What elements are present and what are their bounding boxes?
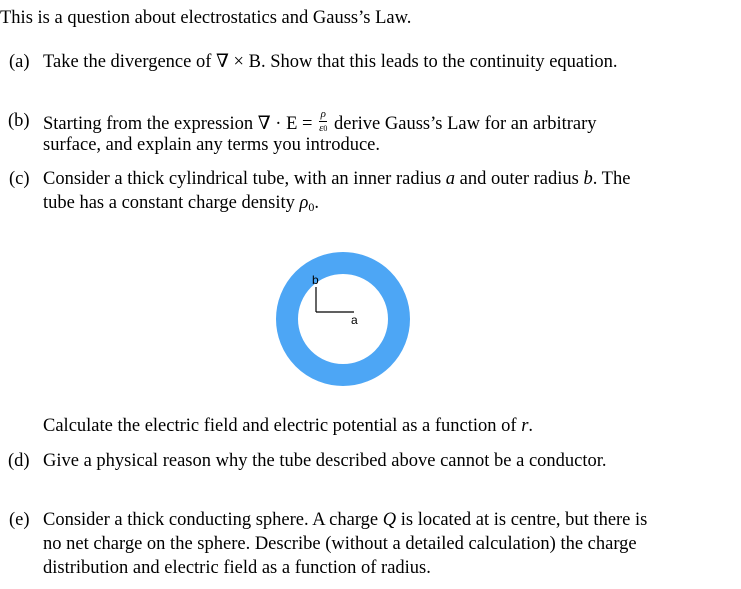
part-c-label: (c) (9, 169, 30, 189)
var-b: b (583, 169, 593, 189)
part-d-text: Give a physical reason why the tube described above cannot be a conductor. (43, 451, 607, 471)
part-e-line-3: distribution and electric field as a function of radius. (43, 558, 431, 578)
part-b-text-before-fraction: Starting from the expression ∇ · E = (43, 113, 313, 134)
cylindrical-tube-figure (276, 252, 410, 386)
part-e-label: (e) (9, 510, 30, 530)
fraction-numerator: ρ (320, 108, 326, 120)
part-c-line-1: Consider a thick cylindrical tube, with an inner radius a and outer radius b. The (43, 169, 631, 189)
part-b-label: (b) (8, 111, 30, 131)
part-e-line-2: no net charge on the sphere. Describe (without a detailed calculation) the charge (43, 534, 637, 554)
part-b-text-after-fraction: derive Gauss’s Law for an arbitrary (334, 113, 597, 134)
outer-radius-label: b (312, 273, 319, 287)
var-r: r (521, 416, 529, 436)
part-b-line-1 (43, 108, 597, 137)
tube-ring (287, 263, 399, 375)
question-intro: This is a question about electrostatics and Gauss’s Law. (0, 8, 412, 28)
rho-zero: $\rho_0$ (299, 193, 315, 214)
part-e-line-1: Consider a thick conducting sphere. A charge Q is located at is centre, but there is (43, 510, 648, 530)
var-q: Q (382, 510, 397, 530)
part-d-label: (d) (8, 451, 30, 471)
part-c-followup: Calculate the electric field and electric potential as a function of r. (43, 416, 534, 436)
part-a-label: (a) (9, 52, 30, 72)
rho-over-epsilon-fraction (319, 109, 327, 134)
inner-radius-label: a (351, 313, 358, 327)
part-b-line-2: surface, and explain any terms you introduce. (43, 135, 380, 155)
fraction-denominator: ε0 (319, 122, 328, 134)
part-c-line-2: tube has a constant charge density $\rho_0$. (43, 193, 320, 214)
part-a-text: Take the divergence of ∇ × B. Show that this leads to the continuity equation. (43, 52, 618, 72)
var-a: a (445, 169, 456, 189)
